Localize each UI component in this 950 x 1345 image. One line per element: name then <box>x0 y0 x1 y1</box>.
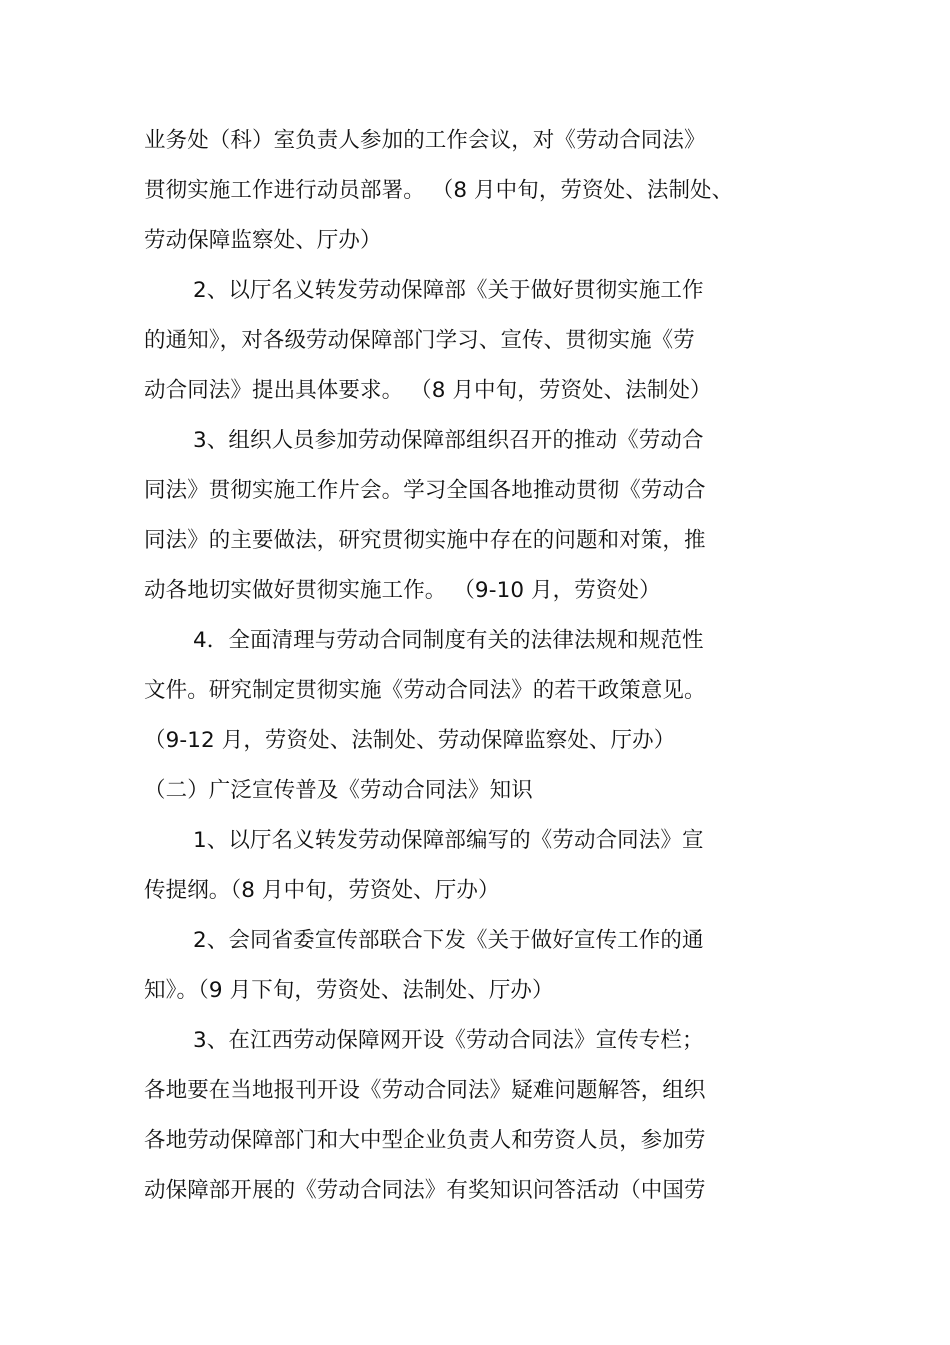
text-line: 劳动保障监察处、厅办） <box>144 228 382 253</box>
text-line: （9-12 月，劳资处、法制处、劳动保障监察处、厅办） <box>144 728 676 753</box>
text-line: 贯彻实施工作进行动员部署。 （8 月中旬，劳资处、法制处、 <box>144 178 734 203</box>
text-line: 文件。研究制定贯彻实施《劳动合同法》的若干政策意见。 <box>144 678 706 703</box>
text-line: 同法》贯彻实施工作片会。学习全国各地推动贯彻《劳动合 <box>144 478 706 503</box>
text-line: 3、组织人员参加劳动保障部组织召开的推动《劳动合 <box>193 428 704 453</box>
text-line: 各地劳动保障部门和大中型企业负责人和劳资人员，参加劳 <box>144 1128 706 1153</box>
text-line: 动各地切实做好贯彻实施工作。 （9-10 月，劳资处） <box>144 578 661 603</box>
text-line: 各地要在当地报刊开设《劳动合同法》疑难问题解答，组织 <box>144 1078 706 1103</box>
section-heading: （二）广泛宣传普及《劳动合同法》知识 <box>144 778 533 803</box>
text-line: 同法》的主要做法，研究贯彻实施中存在的问题和对策，推 <box>144 528 706 553</box>
text-line: 1、以厅名义转发劳动保障部编写的《劳动合同法》宣 <box>193 828 704 853</box>
text-line: 2、会同省委宣传部联合下发《关于做好宣传工作的通 <box>193 928 704 953</box>
text-line: 的通知》，对各级劳动保障部门学习、宣传、贯彻实施《劳 <box>144 328 695 353</box>
text-line: 业务处（科）室负责人参加的工作会议，对《劳动合同法》 <box>144 128 706 153</box>
text-line: 动保障部开展的《劳动合同法》有奖知识问答活动（中国劳 <box>144 1178 706 1203</box>
text-line: 2、以厅名义转发劳动保障部《关于做好贯彻实施工作 <box>193 278 704 303</box>
text-line: 4．全面清理与劳动合同制度有关的法律法规和规范性 <box>193 628 704 653</box>
text-line: 传提纲。（8 月中旬，劳资处、厅办） <box>144 878 500 903</box>
text-line: 动合同法》提出具体要求。 （8 月中旬，劳资处、法制处） <box>144 378 712 403</box>
text-line: 知》。（9 月下旬，劳资处、法制处、厅办） <box>144 978 554 1003</box>
text-line: 3、在江西劳动保障网开设《劳动合同法》宣传专栏； <box>193 1028 704 1053</box>
